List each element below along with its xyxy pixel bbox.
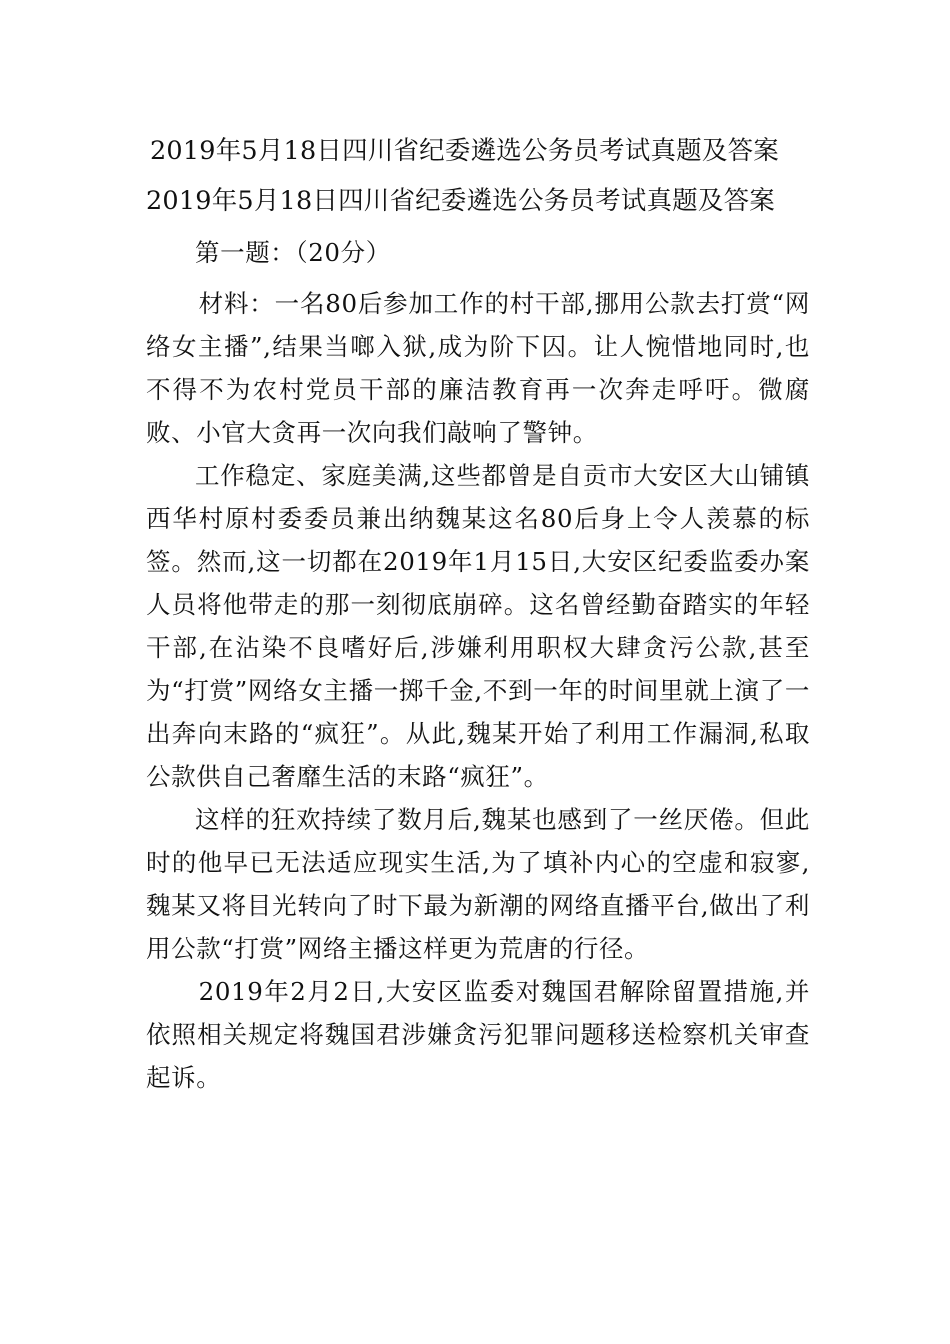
document-body [146,231,810,1099]
case-paragraph-3: 2019年2月2日,大安区监委对魏国君解除留置措施,并依照相关规定将魏国君涉嫌贪污犯罪问题移送检察机关审查起诉。 [146,977,810,1092]
material-paragraph: 材料：一名80后参加工作的村干部,挪用公款去打赏“网络女主播”,结果当啷入狱,成为阶下囚。让人惋惜地同时,也不得不为农村党员干部的廉洁教育再一次奔走呼吁。微腐败、小官大贪再一次向我们敲响了警钟。 [146,289,810,447]
document-title: 2019年5月18日四川省纪委遴选公务员考试真题及答案 [150,136,779,166]
question-heading: 第一题：（20分） [195,238,391,267]
document-title-repeat: 2019年5月18日四川省纪委遴选公务员考试真题及答案 [146,186,775,216]
case-paragraph-1: 工作稳定、家庭美满,这些都曾是自贡市大安区大山铺镇西华村原村委委员兼出纳魏某这名80后身上令人羡慕的标签。然而,这一切都在2019年1月15日,大安区纪委监委办案人员将他带走的那一刻彻底崩碎。这名曾经勤奋踏实的年轻干部,在沾染不良嗜好后,涉嫌利用职权大肆贪污公款,甚至为“打赏”网络女主播一掷千金,不到一年的时间里就上演了一出奔向末路的“疯狂”。从此,魏某开始了利用工作漏洞,私取公款供自己奢靡生活的末路“疯狂”。 [146,461,810,791]
case-paragraph-2: 这样的狂欢持续了数月后,魏某也感到了一丝厌倦。但此时的他早已无法适应现实生活,为了填补内心的空虚和寂寥,魏某又将目光转向了时下最为新潮的网络直播平台,做出了利用公款“打赏”网络主播这样更为荒唐的行径。 [146,805,810,963]
